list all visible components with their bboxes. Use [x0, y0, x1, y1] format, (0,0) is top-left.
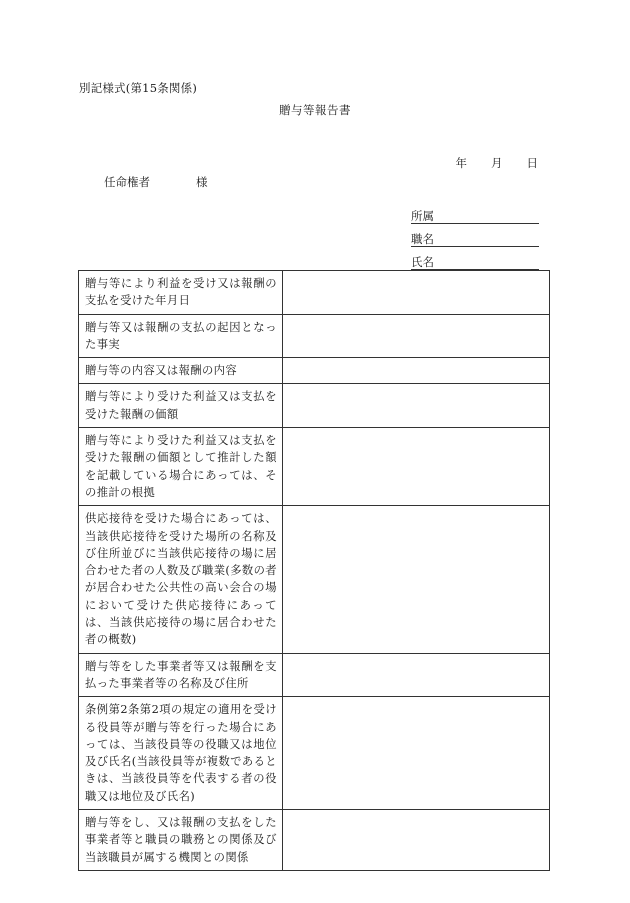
row-value-relationship[interactable] — [283, 810, 550, 871]
month-label: 月 — [491, 156, 503, 170]
table-row — [79, 428, 550, 506]
row-label-officer-details: 条例第2条第2項の規定の適用を受ける役員等が贈与等を行った場合にあっては、当該役員等の役職又は地位及び氏名(当該役員等が複数であるときは、当該役員等を代表する者の役職又は地位及び氏名) — [79, 697, 283, 810]
recipient-label: 任命権者 — [104, 175, 150, 189]
row-label-amount: 贈与等により受けた利益又は支払を受けた報酬の価額 — [79, 384, 283, 428]
table-row — [79, 384, 550, 428]
row-value-officer-details[interactable] — [283, 697, 550, 810]
position-label: 職名 — [411, 232, 434, 246]
row-label-estimate-basis: 贈与等により受けた利益又は支払を受けた報酬の価額として推計した額を記載している場合にあっては、その推計の根拠 — [79, 428, 283, 506]
name-field[interactable] — [411, 256, 539, 270]
name-label: 氏名 — [411, 255, 434, 269]
row-label-date-received: 贈与等により利益を受け又は報酬の支払を受けた年月日 — [79, 271, 283, 315]
row-value-estimate-basis[interactable] — [283, 428, 550, 506]
row-label-relationship: 贈与等をし、又は報酬の支払をした事業者等と職員の職務との関係及び当該職員が属する機関との関係 — [79, 810, 283, 871]
addressee — [104, 174, 208, 190]
row-value-cause[interactable] — [283, 314, 550, 358]
position-field[interactable] — [411, 233, 539, 247]
affiliation-field[interactable] — [411, 210, 539, 224]
table-row — [79, 271, 550, 315]
table-row — [79, 810, 550, 871]
row-value-date-received[interactable] — [283, 271, 550, 315]
year-label: 年 — [455, 156, 467, 170]
table-row — [79, 314, 550, 358]
table-row — [79, 653, 550, 697]
table-row — [79, 506, 550, 653]
row-value-entertainment[interactable] — [283, 506, 550, 653]
row-label-cause: 贈与等又は報酬の支払の起因となった事実 — [79, 314, 283, 358]
affiliation-label: 所属 — [411, 209, 434, 223]
row-value-business-entity[interactable] — [283, 653, 550, 697]
report-table — [78, 270, 550, 871]
table-row — [79, 697, 550, 810]
row-label-entertainment: 供応接待を受けた場合にあっては、当該供応接待を受けた場所の名称及び住所並びに当該供応接待の場に居合わせた者の人数及び職業(多数の者が居合わせた公共性の高い会合の場において受けた供応接待にあっては、当該供応接待の場に居合わせた者の概数) — [79, 506, 283, 653]
row-value-amount[interactable] — [283, 384, 550, 428]
row-label-business-entity: 贈与等をした事業者等又は報酬を支払った事業者等の名称及び住所 — [79, 653, 283, 697]
form-reference: 別記様式(第15条関係) — [79, 81, 198, 95]
date-line — [434, 155, 539, 171]
row-label-content: 贈与等の内容又は報酬の内容 — [79, 358, 283, 384]
signature-block — [411, 210, 539, 279]
honorific-label: 様 — [196, 175, 208, 189]
day-label: 日 — [526, 156, 538, 170]
row-value-content[interactable] — [283, 358, 550, 384]
table-row — [79, 358, 550, 384]
document-title: 贈与等報告書 — [279, 103, 351, 117]
